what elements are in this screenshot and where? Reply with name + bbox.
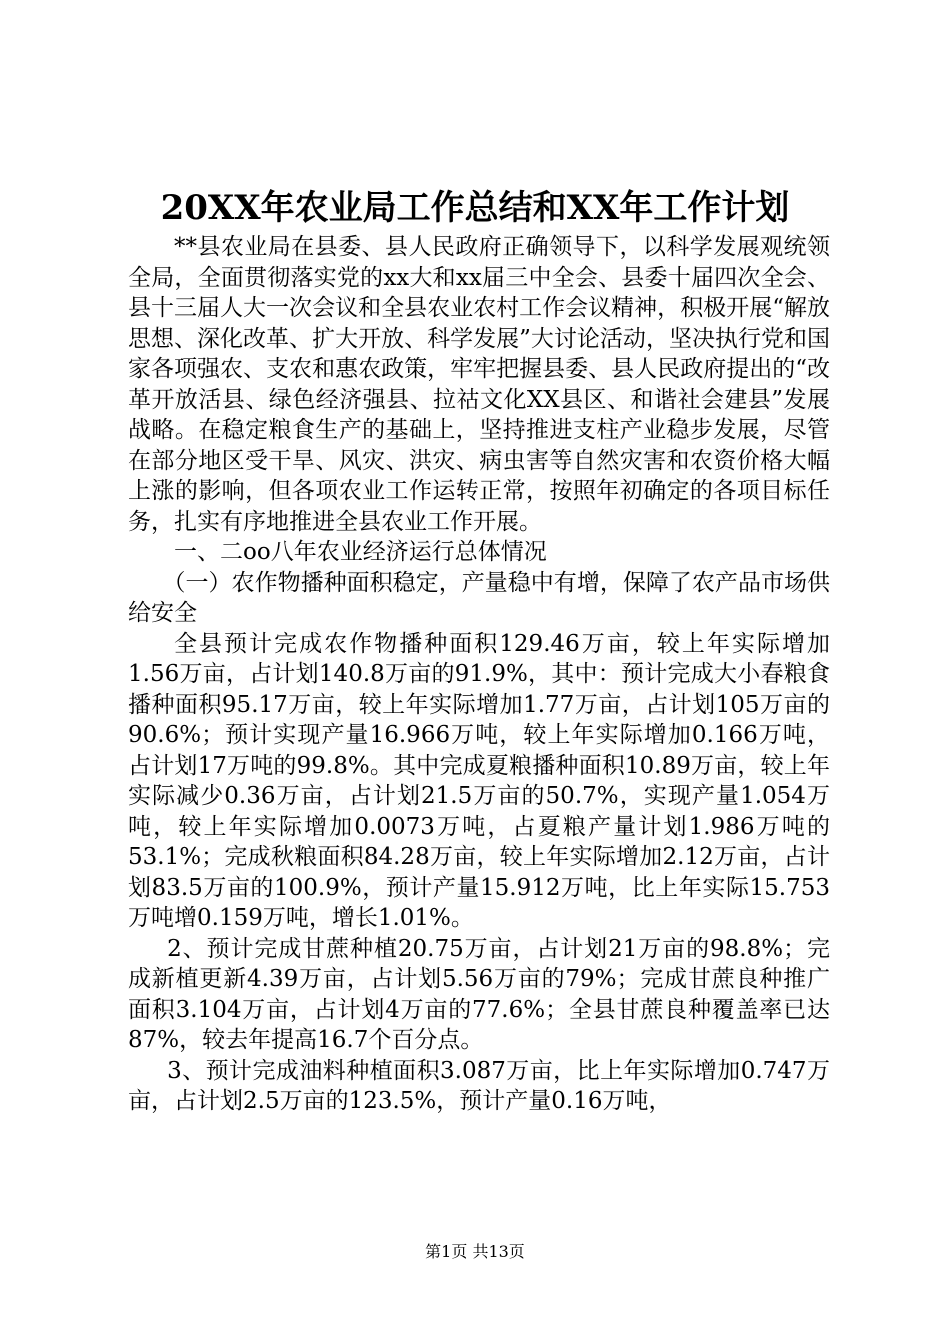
paragraph-intro: **县农业局在县委、县人民政府正确领导下，以科学发展观统领全局，全面贯彻落实党的xx大和xx届三中全会、县委十届四次全会、县十三届人大一次会议和全县农业农村工作会议精神，积极开展“解放思想、深化改革、扩大开放、科学发展”大讨论活动，坚决执行党和国家各项强农、支农和惠农政策，牢牢把握县委、县人民政府提出的“改革开放活县、绿色经济强县、拉祜文化XX县区、和谐社会建县”发展战略。在稳定粮食生产的基础上，坚持推进支柱产业稳步发展，尽管在部分地区受干旱、风灾、洪灾、病虫害等自然灾害和农资价格大幅上涨的影响，但各项农业工作运转正常，按照年初确定的各项目标任务，扎实有序地推进全县农业工作开展。 <box>128 234 830 535</box>
document-title: 20XX年农业局工作总结和XX年工作计划 <box>160 188 790 228</box>
page-footer: 第1页 共13页 <box>425 1242 525 1261</box>
subsection-heading-1: （一）农作物播种面积稳定，产量稳中有增，保障了农产品市场供给安全 <box>128 569 830 626</box>
paragraph-grain: 全县预计完成农作物播种面积129.46万亩，较上年实际增加1.56万亩，占计划140.8万亩的91.9%，其中：预计完成大小春粮食播种面积95.17万亩，较上年实际增加1.77万亩，占计划105万亩的90.6%；预计实现产量16.966万吨，较上年实际增加0.166万吨，占计划17万吨的99.8%。其中完成夏粮播种面积10.89万亩，较上年实际减少0.36万亩，占计划21.5万亩的50.7%，实现产量1.054万吨，较上年实际增加0.0073万吨，占夏粮产量计划1.986万吨的53.1%；完成秋粮面积84.28万亩，较上年实际增加2.12万亩，占计划83.5万亩的100.9%，预计产量15.912万吨，比上年实际15.753万吨增0.159万吨，增长1.01%。 <box>128 630 830 931</box>
document-body <box>128 232 830 1117</box>
paragraph-oilseed: 3、预计完成油料种植面积3.087万亩，比上年实际增加0.747万亩，占计划2.5万亩的123.5%，预计产量0.16万吨， <box>128 1057 830 1114</box>
paragraph-sugarcane: 2、预计完成甘蔗种植20.75万亩，占计划21万亩的98.8%；完成新植更新4.39万亩，占计划5.56万亩的79%；完成甘蔗良种推广面积3.104万亩，占计划4万亩的77.6%；全县甘蔗良种覆盖率已达87%，较去年提高16.7个百分点。 <box>128 935 830 1053</box>
section-heading-1: 一、二oo八年农业经济运行总体情况 <box>174 539 547 565</box>
